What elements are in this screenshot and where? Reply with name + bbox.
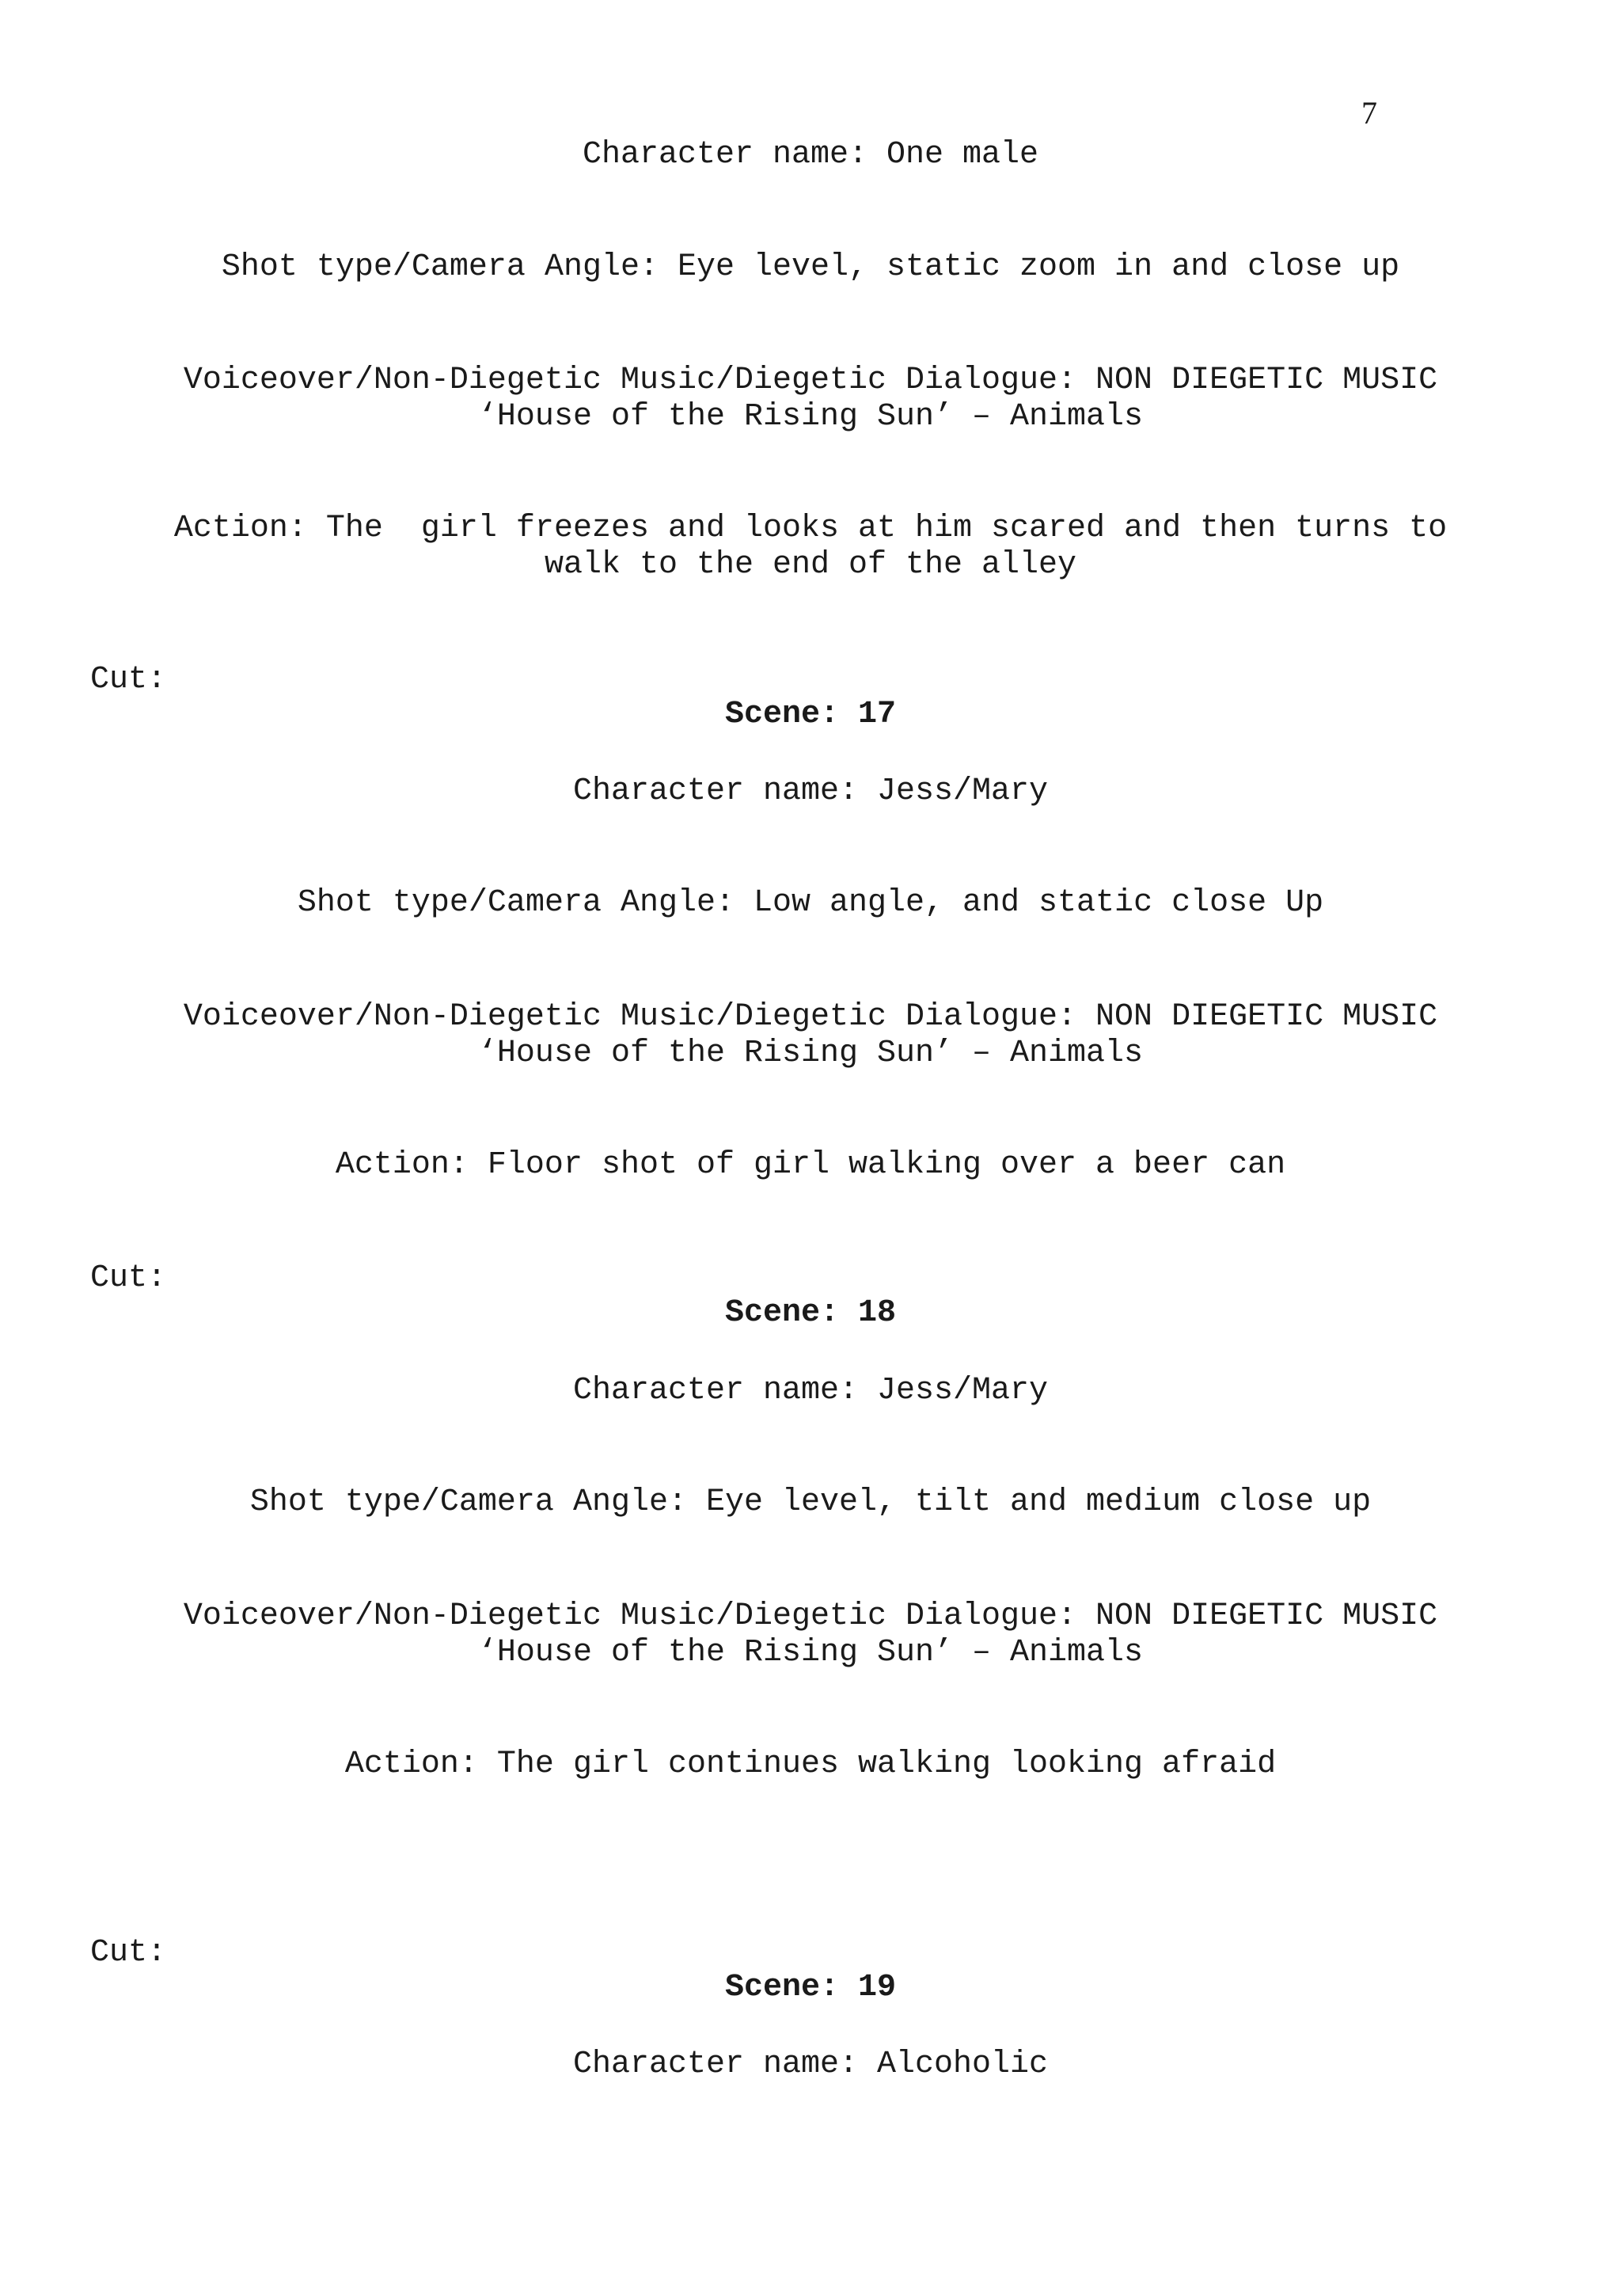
shot-type: Shot type/Camera Angle: Low angle, and static close Up — [297, 885, 1324, 921]
action-line-2: walk to the end of the alley — [544, 547, 1077, 583]
action-line: Action: Floor shot of girl walking over a beer can — [335, 1147, 1286, 1183]
character-name: Character name: Jess/Mary — [572, 1373, 1049, 1408]
sound-line-1: Voiceover/Non-Diegetic Music/Diegetic Dialogue: NON DIEGETIC MUSIC — [183, 1598, 1438, 1634]
character-name: Character name: Jess/Mary — [572, 774, 1049, 809]
sound-line-1: Voiceover/Non-Diegetic Music/Diegetic Dialogue: NON DIEGETIC MUSIC — [183, 363, 1438, 398]
cut-label: Cut: — [90, 662, 167, 698]
scene-heading: Scene: 18 — [724, 1295, 897, 1331]
page-number: 7 — [1361, 95, 1377, 131]
sound-line-2: ‘House of the Rising Sun’ – Animals — [477, 399, 1144, 435]
sound-line-2: ‘House of the Rising Sun’ – Animals — [477, 1036, 1144, 1071]
shot-type: Shot type/Camera Angle: Eye level, tilt and medium close up — [249, 1484, 1372, 1520]
sound-line-2: ‘House of the Rising Sun’ – Animals — [477, 1635, 1144, 1671]
action-line: Action: The girl continues walking looking afraid — [344, 1747, 1277, 1782]
character-name: Character name: Alcoholic — [572, 2047, 1049, 2082]
shot-type: Shot type/Camera Angle: Eye level, static zoom in and close up — [221, 249, 1400, 285]
action-line-1: Action: The girl freezes and looks at him scared and then turns to — [173, 511, 1448, 546]
cut-label: Cut: — [90, 1260, 167, 1296]
character-name: Character name: One male — [582, 137, 1039, 173]
cut-label: Cut: — [90, 1935, 167, 1971]
scene-heading: Scene: 19 — [724, 1970, 897, 2005]
sound-line-1: Voiceover/Non-Diegetic Music/Diegetic Dialogue: NON DIEGETIC MUSIC — [183, 999, 1438, 1035]
scene-heading: Scene: 17 — [724, 697, 897, 732]
